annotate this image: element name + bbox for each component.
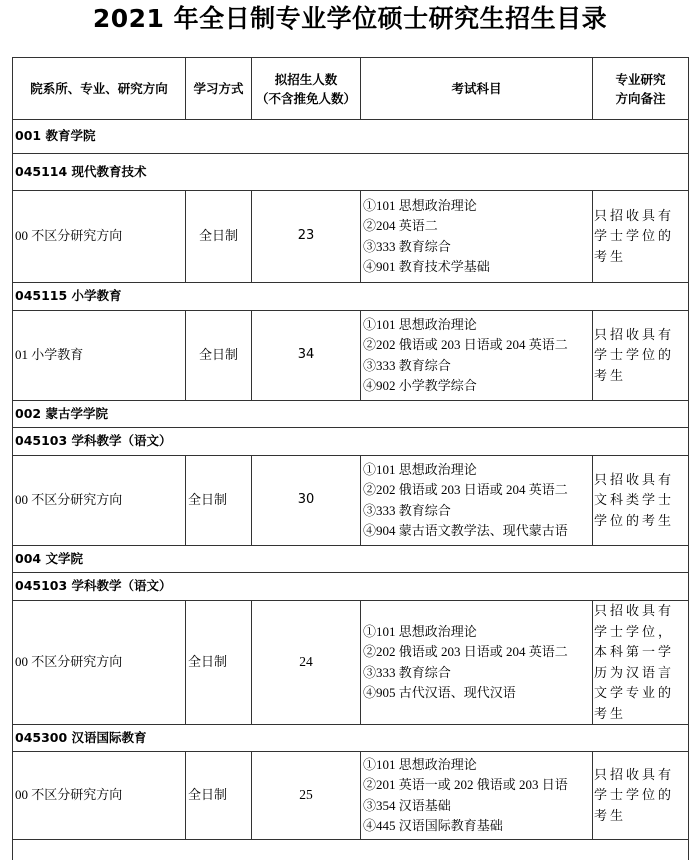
major-label: 045103 学科教学（语文）	[13, 573, 689, 601]
header-subjects: 考试科目	[361, 58, 593, 120]
table-header-row	[13, 58, 689, 120]
major-row	[13, 154, 689, 191]
subjects-cell	[361, 311, 593, 401]
header-note-line1: 专业研究	[615, 71, 666, 87]
header-note-line2: 方向备注	[615, 90, 666, 106]
direction-cell: 01 小学教育	[13, 311, 186, 401]
table-row	[13, 311, 689, 401]
direction-cell: 00 不区分研究方向	[13, 752, 186, 840]
header-note	[593, 58, 689, 120]
subject-item: ③333 教育综合	[363, 238, 451, 254]
major-label: 045115 小学教育	[13, 283, 689, 311]
subject-item: ②201 英语一或 202 俄语或 203 日语	[363, 777, 568, 792]
note-cell: 只招收具有学士学位的考生	[593, 191, 689, 283]
subject-item: ②202 俄语或 203 日语或 204 英语二	[363, 644, 568, 659]
department-row	[13, 120, 689, 154]
next-row-cutoff	[13, 840, 689, 860]
count-cell: 25	[252, 752, 361, 840]
direction-cell: 00 不区分研究方向	[13, 456, 186, 546]
subject-item: ②204 英语二	[363, 218, 438, 233]
subjects-cell	[361, 456, 593, 546]
department-label: 001 教育学院	[13, 120, 689, 154]
count-cell: 23	[252, 191, 361, 283]
subject-item: ④902 小学教学综合	[363, 378, 477, 393]
major-label: 045103 学科教学（语文）	[13, 428, 689, 456]
table-row	[13, 752, 689, 840]
department-row	[13, 546, 689, 573]
major-label: 045114 现代教育技术	[13, 154, 689, 191]
major-row	[13, 283, 689, 311]
subject-item: ④445 汉语国际教育基础	[363, 818, 503, 833]
subject-item: ④905 古代汉语、现代汉语	[363, 685, 516, 700]
enrollment-catalog-table	[12, 57, 689, 860]
department-label: 002 蒙古学学院	[13, 401, 689, 428]
subject-item: ③354 汉语基础	[363, 797, 451, 813]
direction-cell: 00 不区分研究方向	[13, 191, 186, 283]
mode-cell: 全日制	[186, 191, 252, 283]
mode-cell: 全日制	[186, 601, 252, 725]
subjects-cell	[361, 191, 593, 283]
header-count-line2: （不含推免人数）	[255, 90, 356, 106]
header-dept: 院系所、专业、研究方向	[13, 58, 186, 120]
note-cell: 只招收具有学士学位，本科第一学历为汉语言文学专业的考生	[593, 601, 689, 725]
table-row	[13, 191, 689, 283]
note-cell: 只招收具有学士学位的考生	[593, 752, 689, 840]
subject-item: ②202 俄语或 203 日语或 204 英语二	[363, 337, 568, 352]
mode-cell: 全日制	[186, 456, 252, 546]
header-mode: 学习方式	[186, 58, 252, 120]
major-label: 045300 汉语国际教育	[13, 725, 689, 752]
major-row	[13, 428, 689, 456]
table-row-partial	[13, 840, 689, 860]
subject-item: ①101 思想政治理论	[363, 461, 477, 477]
page-title: 2021 年全日制专业学位硕士研究生招生目录	[92, 4, 608, 33]
subject-item: ③333 教育综合	[363, 357, 451, 373]
subject-item: ③333 教育综合	[363, 502, 451, 518]
note-cell: 只招收具有文科类学士学位的考生	[593, 456, 689, 546]
subject-item: ②202 俄语或 203 日语或 204 英语二	[363, 482, 568, 497]
subjects-cell	[361, 752, 593, 840]
subject-item: ①101 思想政治理论	[363, 197, 477, 213]
subjects-cell	[361, 601, 593, 725]
subject-item: ①101 思想政治理论	[363, 316, 477, 332]
subject-item: ①101 思想政治理论	[363, 623, 477, 639]
header-count-line1: 拟招生人数	[274, 71, 338, 87]
count-cell: 24	[252, 601, 361, 725]
subject-item: ①101 思想政治理论	[363, 756, 477, 772]
table-row	[13, 456, 689, 546]
subject-item: ④904 蒙古语文教学法、现代蒙古语	[363, 523, 568, 538]
direction-cell: 00 不区分研究方向	[13, 601, 186, 725]
subject-item: ③333 教育综合	[363, 664, 451, 680]
count-cell: 30	[252, 456, 361, 546]
note-cell: 只招收具有学士学位的考生	[593, 311, 689, 401]
mode-cell: 全日制	[186, 752, 252, 840]
table-row	[13, 601, 689, 725]
major-row	[13, 725, 689, 752]
subject-item: ④901 教育技术学基础	[363, 259, 490, 274]
department-label: 004 文学院	[13, 546, 689, 573]
major-row	[13, 573, 689, 601]
mode-cell: 全日制	[186, 311, 252, 401]
department-row	[13, 401, 689, 428]
count-cell: 34	[252, 311, 361, 401]
header-count	[252, 58, 361, 120]
